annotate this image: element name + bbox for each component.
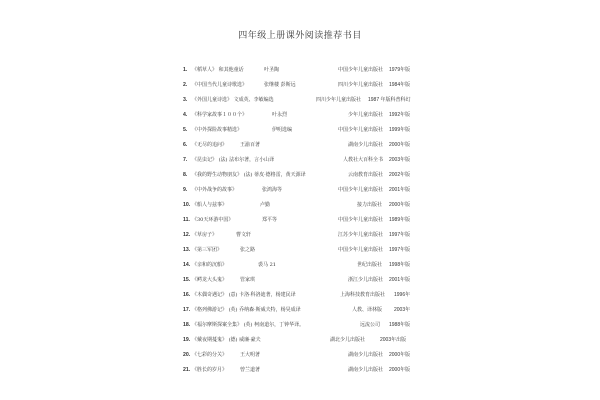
book-row bbox=[0, 273, 600, 288]
book-row bbox=[0, 78, 600, 93]
book-number: 4. bbox=[183, 112, 188, 118]
book-publisher: 接力出版社 bbox=[357, 202, 383, 208]
book-year: 1996年 bbox=[394, 292, 411, 298]
book-author: 叶永烈 bbox=[272, 112, 288, 118]
book-row bbox=[0, 243, 600, 258]
book-row bbox=[0, 213, 600, 228]
book-list bbox=[0, 63, 600, 378]
book-year: 2003年 bbox=[394, 307, 411, 313]
book-author: 张鸿海等 bbox=[262, 187, 283, 193]
book-title: 《七彩的分关》 bbox=[192, 352, 228, 358]
book-year: 1989年版 bbox=[389, 217, 411, 223]
book-title: 《戴夜期蔓鬼》 (德) 威廉·豪夫 bbox=[192, 337, 261, 343]
book-publisher: 浙江少儿出版社 bbox=[348, 277, 384, 283]
book-publisher: 中国少年儿童出版社 bbox=[338, 217, 384, 223]
book-author: 管家琪 bbox=[240, 277, 256, 283]
book-number: 18. bbox=[183, 322, 191, 328]
book-publisher: 江苏少年儿童出版社 bbox=[338, 232, 384, 238]
book-row bbox=[0, 228, 600, 243]
book-number: 15. bbox=[183, 277, 191, 283]
book-author: 王大明著 bbox=[240, 352, 261, 358]
book-author: 卢勤 bbox=[260, 202, 271, 208]
book-year: 1987 年版科普科幻 bbox=[368, 97, 411, 103]
book-year: 2003年出版 bbox=[380, 337, 407, 343]
book-row bbox=[0, 288, 600, 303]
book-row bbox=[0, 348, 600, 363]
book-row bbox=[0, 123, 600, 138]
book-author: 叶圣陶 bbox=[264, 67, 280, 73]
book-row bbox=[0, 198, 600, 213]
book-title: 《船人与兹事》 bbox=[192, 202, 228, 208]
book-row bbox=[0, 153, 600, 168]
book-number: 21. bbox=[183, 367, 191, 373]
book-row bbox=[0, 63, 600, 78]
book-year: 2000年版 bbox=[389, 202, 411, 208]
book-number: 7. bbox=[183, 157, 188, 163]
page-title: 四年级上册课外阅读推荐书目 bbox=[238, 31, 362, 41]
book-title: 《草房子》 bbox=[192, 232, 218, 238]
book-publisher: 远流公司 bbox=[360, 322, 381, 328]
book-author: 裘马 21 bbox=[258, 262, 276, 268]
book-title: 《中外探险故事精选》 bbox=[192, 127, 243, 133]
book-row bbox=[0, 318, 600, 333]
book-number: 11. bbox=[183, 217, 190, 223]
book-title: 《中外战争的故事》 bbox=[192, 187, 238, 193]
book-number: 1. bbox=[183, 67, 188, 73]
book-author: 曹文轩 bbox=[236, 232, 252, 238]
book-title: 《亲和的沉船》 bbox=[192, 262, 228, 268]
book-author: 曾兰道著 bbox=[240, 367, 261, 373]
book-row bbox=[0, 108, 600, 123]
book-title: 《无尽的追问》 bbox=[192, 142, 228, 148]
book-title: 《稻草人》 和其他童话 bbox=[192, 67, 244, 73]
book-publisher: 四川少年儿童出版社 bbox=[338, 82, 384, 88]
book-number: 2. bbox=[183, 82, 188, 88]
book-title: 《第三军团》 bbox=[192, 247, 223, 253]
book-title: 《木偶奇遇记》 (意) 卡洛·科洛迪著，杨建民译 bbox=[192, 292, 296, 298]
book-number: 5. bbox=[183, 127, 188, 133]
book-publisher: 湖南少儿出版社 bbox=[348, 352, 384, 358]
book-publisher: 中国少年儿童出版社 bbox=[338, 127, 384, 133]
book-title: 《中国当代儿童诗歌选》 bbox=[192, 82, 248, 88]
book-publisher: 中国少年儿童出版社 bbox=[338, 67, 384, 73]
book-publisher: 上海科技教育出版社 bbox=[340, 292, 386, 298]
book-row bbox=[0, 363, 600, 378]
book-publisher: 世纪出版社 bbox=[357, 262, 383, 268]
book-title: 《胜长的岁月》 bbox=[192, 367, 228, 373]
book-year: 2003年版 bbox=[389, 157, 411, 163]
book-row bbox=[0, 333, 600, 348]
book-row bbox=[0, 93, 600, 108]
book-publisher: 湖南少儿出版社 bbox=[348, 367, 384, 373]
book-author: 伊明选编 bbox=[272, 127, 293, 133]
book-number: 6. bbox=[183, 142, 188, 148]
book-year: 1988年版 bbox=[389, 322, 411, 328]
book-publisher: 中国少年儿童出版社 bbox=[338, 187, 384, 193]
book-author: 王渝百著 bbox=[240, 142, 261, 148]
book-publisher: 湖南少儿出版社 bbox=[348, 142, 384, 148]
book-title: 《外国儿童诗选》 文成英、李敏编选 bbox=[192, 97, 274, 103]
book-number: 19. bbox=[183, 337, 191, 343]
book-number: 12. bbox=[183, 232, 191, 238]
book-year: 1984年版 bbox=[389, 82, 411, 88]
book-number: 9. bbox=[183, 187, 188, 193]
book-title: 《福尔摩斯探案全集》 (英) 柯南道尔，丁钟华译。 bbox=[192, 322, 305, 328]
book-author: 张继楼 彭斯远 bbox=[264, 82, 296, 88]
book-number: 14. bbox=[183, 262, 191, 268]
book-number: 10. bbox=[183, 202, 191, 208]
book-year: 2002年版 bbox=[389, 172, 411, 178]
book-title: 《30天环游中国》 bbox=[192, 217, 234, 223]
book-row bbox=[0, 168, 600, 183]
book-row bbox=[0, 138, 600, 153]
book-row bbox=[0, 183, 600, 198]
book-year: 1998年版 bbox=[389, 262, 411, 268]
book-number: 3. bbox=[183, 97, 188, 103]
book-year: 1997年版 bbox=[389, 247, 411, 253]
book-year: 1992年版 bbox=[389, 112, 411, 118]
book-publisher: 云南教育出版社 bbox=[348, 172, 384, 178]
book-year: 2000年版 bbox=[389, 352, 411, 358]
book-year: 2000年版 bbox=[389, 367, 411, 373]
book-title: 《格列佛游记》 (英) 乔纳森·斯威夫特，杨昊成译 bbox=[192, 307, 301, 313]
book-number: 16. bbox=[183, 292, 191, 298]
book-author: 郑平等 bbox=[262, 217, 278, 223]
book-row bbox=[0, 258, 600, 273]
book-title: 《昆虫记》 (法) 法布尔著，言小山译 bbox=[192, 157, 275, 163]
book-number: 13. bbox=[183, 247, 191, 253]
book-publisher: 人教社大百科全书 bbox=[343, 157, 384, 163]
book-row bbox=[0, 303, 600, 318]
book-year: 2000年版 bbox=[389, 142, 411, 148]
book-year: 1979年版 bbox=[389, 67, 411, 73]
book-title: 《科学家故事１００个》 bbox=[192, 112, 248, 118]
book-publisher: 人教、译林版 bbox=[352, 307, 383, 313]
book-year: 2001年版 bbox=[389, 277, 411, 283]
book-title: 《我的野生动物朋友》 (法) 蒂皮·德格雷，黄天源译 bbox=[192, 172, 306, 178]
book-year: 1997年版 bbox=[389, 232, 411, 238]
book-publisher: 四川少年儿童出版社 bbox=[316, 97, 362, 103]
book-number: 17. bbox=[183, 307, 191, 313]
book-year: 2001年版 bbox=[389, 187, 411, 193]
book-publisher: 中国少年儿童出版社 bbox=[338, 247, 384, 253]
book-publisher: 湖北少儿出版社 bbox=[330, 337, 366, 343]
book-publisher: 少年儿童出版社 bbox=[348, 112, 384, 118]
book-author: 张之路 bbox=[240, 247, 256, 253]
book-number: 8. bbox=[183, 172, 188, 178]
book-number: 20. bbox=[183, 352, 191, 358]
book-title: 《鳄龙大头鬼》 bbox=[192, 277, 228, 283]
book-year: 1999年版 bbox=[389, 127, 411, 133]
